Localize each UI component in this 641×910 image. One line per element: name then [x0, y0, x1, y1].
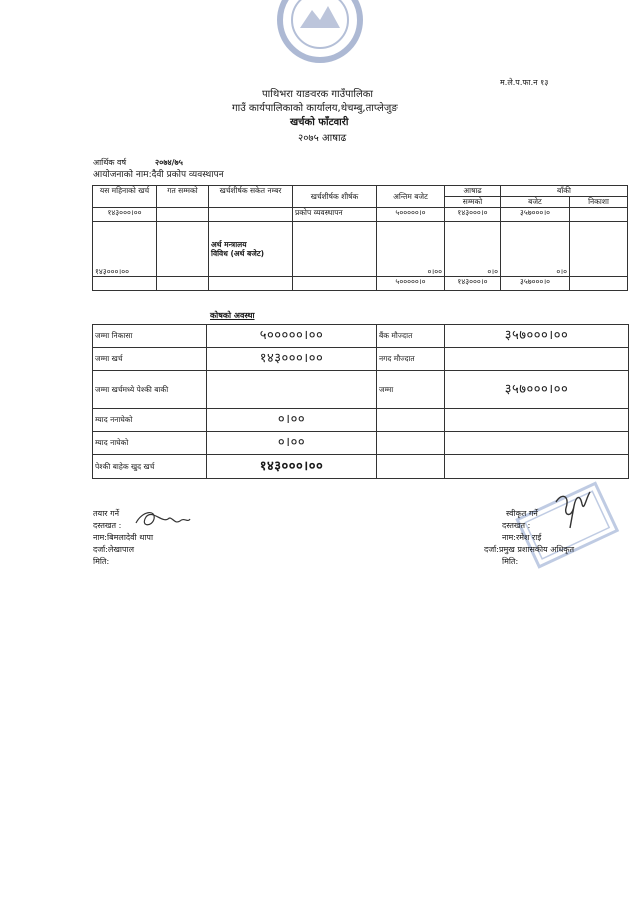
- document-title: खर्चको फाँटवारी: [290, 117, 349, 128]
- prepared-title: तयार गर्ने: [93, 509, 120, 518]
- fund-row: पेश्की बाहेक खुद खर्च १४३०००।००: [93, 455, 629, 479]
- expense-table: [92, 185, 628, 291]
- fiscal-year-label: आर्थिक वर्ष: [93, 158, 127, 167]
- approved-date: मिति:: [502, 557, 519, 566]
- approved-name: नाम:रमेश राई: [502, 533, 542, 542]
- project-name: दैवी प्रकोप व्यवस्थापन: [151, 170, 224, 180]
- approved-title: स्वीकृत गर्ने: [506, 509, 538, 518]
- office-address: गाउँ कार्यपालिकाको कार्यालय,थेचम्बु,ताप्लेजुङ: [232, 103, 398, 114]
- project-label: आयोजनाको नाम:दैवी प्रकोप व्यवस्थापन: [93, 170, 224, 180]
- col-ashadh-sub: सम्मको: [445, 197, 501, 208]
- period: २०७५ आषाढ: [298, 133, 347, 144]
- fund-status-title: कोषको अवस्था: [210, 311, 255, 320]
- col-this-month: यस महिनाको खर्च: [93, 186, 157, 208]
- municipality-seal-logo: [270, 0, 370, 68]
- prepared-date: मिति:: [93, 557, 110, 566]
- total-row: ५०००००।० १४३०००।० ३५७०००।०: [93, 277, 628, 291]
- fiscal-year: २०७४/७५: [155, 158, 183, 167]
- fund-row: जम्मा निकासा ५०००००।०० बैंक मौज्दात ३५७०००।००: [93, 325, 629, 348]
- approved-post: दर्जा:प्रमुख प्रशासकीय अधिकृत: [484, 545, 575, 554]
- signature-prepared: [132, 505, 192, 533]
- fund-row: जम्मा खर्चमध्ये पेश्की बाकी जम्मा ३५७०००।००: [93, 371, 629, 409]
- fund-row: म्याद ननाघेको ०।००: [93, 409, 629, 432]
- prepared-sign-label: दस्तखत :: [93, 521, 122, 530]
- form-code: म.ले.प.फा.न १३: [500, 78, 549, 87]
- col-head: खर्चशीर्षक शीर्षक: [293, 186, 377, 208]
- org-name: पाथिभरा याङवरक गाउँपालिका: [262, 89, 374, 100]
- col-rem-budget: बजेट: [501, 197, 570, 208]
- col-remaining: बाँकी: [501, 186, 628, 197]
- table-row: १४३०००।०० अर्थ मन्त्रालय विविध (अर्थ बजेट) ०।०० ०।० ०।०: [93, 222, 628, 277]
- fund-status-table: [92, 324, 629, 479]
- table-row: १४३०००।०० प्रकोप व्यवस्थापन ५०००००।० १४३०००।० ३५७०००।०: [93, 208, 628, 222]
- col-final-budget: अन्तिम बजेट: [377, 186, 445, 208]
- approved-sign-label: दस्तखत :: [502, 521, 531, 530]
- fund-row: जम्मा खर्च १४३०००।०० नगद मौज्दात: [93, 348, 629, 371]
- prepared-name: नाम:बिमलादेवी थापा: [93, 533, 154, 542]
- col-ashadh: आषाढ: [445, 186, 501, 197]
- prepared-post: दर्जा:लेखापाल: [93, 545, 135, 554]
- col-till-now: गत सम्मको: [157, 186, 209, 208]
- fund-row: म्याद नाघेको ०।००: [93, 432, 629, 455]
- col-code: खर्चशीर्षक सकेत नम्बर: [209, 186, 293, 208]
- col-rem-release: निकाशा: [570, 197, 628, 208]
- signature-approved: [550, 488, 594, 530]
